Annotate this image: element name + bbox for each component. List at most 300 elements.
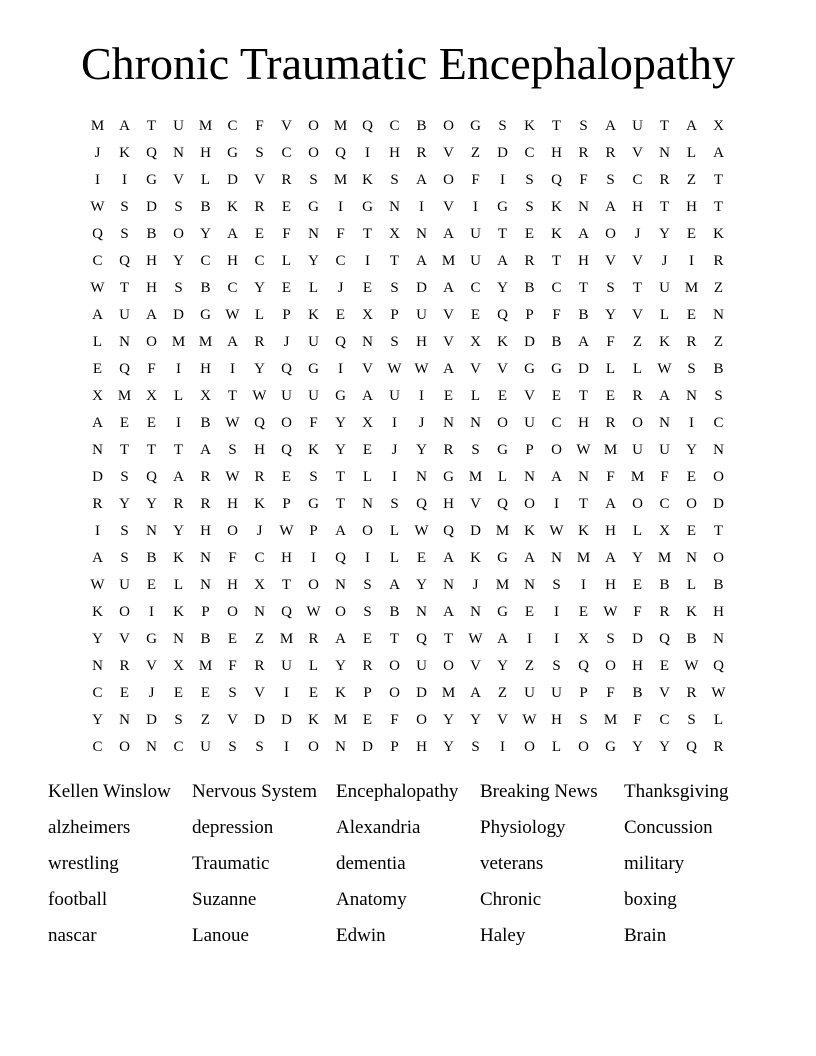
grid-letter: U (551, 685, 562, 701)
grid-letter: N (416, 469, 427, 485)
grid-letter: M (117, 388, 132, 404)
grid-letter: U (416, 307, 427, 323)
grid-letter: L (200, 172, 211, 188)
grid-letter: U (632, 442, 643, 458)
grid-letter: T (551, 253, 562, 269)
grid-letter: X (389, 226, 400, 242)
grid-letter: K (119, 145, 130, 161)
grid-letter: M (630, 469, 645, 485)
grid-letter: M (495, 523, 510, 539)
grid-letter: A (146, 307, 157, 323)
grid-letter: F (606, 469, 615, 485)
grid-letter: K (551, 226, 562, 242)
grid-letter: P (579, 685, 588, 701)
grid-letter: M (198, 334, 213, 350)
grid-letter: K (227, 199, 238, 215)
grid-letter: D (281, 712, 292, 728)
grid-letter: A (497, 631, 508, 647)
grid-letter: X (578, 631, 589, 647)
grid-letter: Y (659, 739, 670, 755)
grid-letter: U (119, 577, 130, 593)
grid-letter: E (524, 226, 535, 242)
grid-letter: Y (443, 739, 454, 755)
grid-letter: I (149, 604, 154, 620)
grid-letter: F (228, 550, 237, 566)
grid-letter: H (227, 577, 238, 593)
grid-letter: R (713, 253, 724, 269)
grid-letter: O (686, 496, 697, 512)
grid-letter: O (713, 550, 724, 566)
letter-grid (84, 113, 732, 761)
grid-letter: C (254, 253, 265, 269)
grid-letter: T (578, 280, 589, 296)
grid-letter: X (146, 388, 157, 404)
grid-letter: S (525, 199, 534, 215)
grid-letter: O (605, 226, 616, 242)
grid-letter: Q (497, 307, 508, 323)
grid-letter: O (389, 658, 400, 674)
grid-row (84, 113, 732, 140)
grid-letter: Y (92, 631, 103, 647)
grid-letter: N (146, 523, 157, 539)
grid-letter: B (686, 631, 697, 647)
grid-row (84, 734, 732, 761)
grid-letter: Q (281, 442, 292, 458)
grid-letter: C (470, 280, 481, 296)
grid-row (84, 626, 732, 653)
grid-letter: V (281, 118, 292, 134)
grid-letter: G (497, 550, 508, 566)
grid-letter: W (414, 523, 429, 539)
grid-letter: F (228, 658, 237, 674)
grid-letter: A (497, 253, 508, 269)
grid-letter: O (443, 118, 454, 134)
grid-letter: T (659, 199, 670, 215)
word-bank-item: military (624, 853, 685, 874)
grid-letter: T (578, 388, 589, 404)
grid-letter: E (578, 604, 589, 620)
grid-letter: O (524, 496, 535, 512)
grid-letter: L (632, 523, 643, 539)
grid-letter: H (200, 145, 211, 161)
word-bank-item: boxing (624, 889, 677, 910)
grid-letter: R (416, 145, 427, 161)
word-bank-item: Encephalopathy (336, 781, 459, 802)
grid-letter: I (392, 469, 397, 485)
grid-letter: G (497, 442, 508, 458)
grid-letter: E (281, 280, 292, 296)
grid-letter: D (173, 307, 184, 323)
grid-letter: C (659, 496, 670, 512)
grid-letter: H (281, 550, 292, 566)
grid-letter: K (308, 307, 319, 323)
word-bank-item: Concussion (624, 817, 713, 838)
grid-letter: E (632, 577, 643, 593)
grid-letter: Y (416, 442, 427, 458)
grid-letter: Q (551, 172, 562, 188)
grid-letter: X (200, 388, 211, 404)
grid-letter: O (227, 604, 238, 620)
grid-letter: P (390, 307, 399, 323)
grid-letter: Q (713, 658, 724, 674)
grid-letter: E (362, 442, 373, 458)
grid-letter: Q (335, 145, 346, 161)
grid-letter: F (606, 685, 615, 701)
grid-letter: A (659, 388, 670, 404)
grid-letter: V (470, 496, 481, 512)
grid-letter: Y (497, 658, 508, 674)
grid-letter: H (200, 361, 211, 377)
grid-letter: N (578, 199, 589, 215)
grid-letter: E (443, 388, 454, 404)
grid-letter: V (605, 253, 616, 269)
grid-letter: B (146, 226, 157, 242)
grid-letter: Q (578, 658, 589, 674)
grid-letter: L (686, 145, 697, 161)
grid-letter: H (227, 253, 238, 269)
grid-letter: K (659, 334, 670, 350)
grid-letter: P (282, 307, 291, 323)
grid-letter: Q (443, 523, 454, 539)
grid-letter: W (225, 469, 240, 485)
grid-letter: W (522, 712, 537, 728)
grid-letter: V (146, 658, 157, 674)
grid-letter: M (657, 550, 672, 566)
grid-letter: D (254, 712, 265, 728)
grid-letter: U (470, 226, 481, 242)
grid-letter: Z (713, 280, 724, 296)
grid-letter: R (92, 496, 103, 512)
grid-letter: G (551, 361, 562, 377)
grid-letter: N (335, 739, 346, 755)
grid-letter: I (689, 253, 694, 269)
grid-letter: S (363, 577, 372, 593)
grid-letter: O (308, 577, 319, 593)
grid-letter: W (225, 307, 240, 323)
grid-letter: Y (335, 658, 346, 674)
grid-letter: O (119, 739, 130, 755)
grid-letter: N (713, 442, 724, 458)
word-bank-item: Anatomy (336, 889, 407, 910)
grid-letter: L (389, 550, 400, 566)
grid-letter: H (686, 199, 697, 215)
grid-letter: U (200, 739, 211, 755)
grid-letter: A (443, 280, 454, 296)
grid-letter: B (200, 415, 211, 431)
grid-letter: N (362, 496, 373, 512)
grid-letter: L (254, 307, 265, 323)
grid-letter: D (92, 469, 103, 485)
grid-letter: E (497, 388, 508, 404)
grid-letter: C (173, 739, 184, 755)
grid-row (84, 221, 732, 248)
grid-letter: H (632, 199, 643, 215)
grid-letter: C (524, 145, 535, 161)
grid-letter: Q (92, 226, 103, 242)
grid-letter: U (308, 388, 319, 404)
grid-letter: H (443, 496, 454, 512)
grid-letter: A (416, 253, 427, 269)
grid-letter: K (308, 442, 319, 458)
grid-letter: R (686, 334, 697, 350)
grid-letter: E (281, 199, 292, 215)
word-bank-item: alzheimers (48, 817, 131, 838)
grid-letter: Y (173, 523, 184, 539)
grid-letter: I (500, 739, 505, 755)
grid-letter: W (684, 658, 699, 674)
grid-letter: Y (119, 496, 130, 512)
grid-letter: U (281, 658, 292, 674)
word-bank-row (48, 810, 788, 846)
grid-letter: E (254, 226, 265, 242)
grid-letter: S (309, 469, 318, 485)
grid-letter: S (471, 442, 480, 458)
grid-row (84, 194, 732, 221)
grid-letter: X (92, 388, 103, 404)
grid-letter: E (470, 307, 481, 323)
grid-letter: V (632, 253, 643, 269)
grid-letter: M (198, 118, 213, 134)
grid-row (84, 518, 732, 545)
grid-letter: T (497, 226, 508, 242)
grid-letter: Q (119, 253, 130, 269)
grid-letter: M (198, 658, 213, 674)
grid-letter: R (200, 496, 211, 512)
grid-letter: E (281, 469, 292, 485)
grid-letter: N (200, 550, 211, 566)
grid-letter: C (713, 415, 724, 431)
grid-letter: F (633, 604, 642, 620)
grid-letter: I (284, 739, 289, 755)
grid-letter: L (389, 523, 400, 539)
grid-letter: Q (254, 415, 265, 431)
grid-letter: T (119, 442, 130, 458)
grid-letter: T (578, 496, 589, 512)
grid-letter: V (362, 361, 373, 377)
grid-letter: L (632, 361, 643, 377)
grid-letter: F (255, 118, 264, 134)
grid-letter: M (603, 712, 618, 728)
grid-letter: S (120, 199, 129, 215)
grid-letter: A (605, 199, 616, 215)
grid-letter: P (363, 685, 372, 701)
grid-letter: T (632, 280, 643, 296)
grid-letter: S (228, 685, 237, 701)
word-bank-row (48, 846, 788, 882)
grid-letter: C (92, 739, 103, 755)
grid-letter: S (687, 361, 696, 377)
grid-letter: D (146, 712, 157, 728)
grid-letter: E (119, 685, 130, 701)
grid-letter: U (659, 280, 670, 296)
grid-letter: H (146, 253, 157, 269)
grid-letter: I (176, 361, 181, 377)
grid-letter: N (578, 469, 589, 485)
grid-letter: Y (605, 307, 616, 323)
word-bank-item: Nervous System (192, 781, 318, 802)
grid-letter: Q (335, 334, 346, 350)
grid-letter: G (335, 388, 346, 404)
grid-letter: H (551, 712, 562, 728)
grid-letter: S (687, 712, 696, 728)
grid-letter: B (713, 361, 724, 377)
grid-letter: N (254, 604, 265, 620)
grid-letter: Y (254, 280, 265, 296)
word-bank-row (48, 918, 788, 954)
grid-letter: C (389, 118, 400, 134)
grid-letter: H (632, 658, 643, 674)
grid-letter: C (551, 280, 562, 296)
grid-letter: I (365, 145, 370, 161)
grid-letter: K (524, 118, 535, 134)
grid-letter: T (281, 577, 292, 593)
grid-letter: E (416, 550, 427, 566)
grid-letter: N (686, 550, 697, 566)
grid-row (84, 329, 732, 356)
word-bank-item: veterans (480, 853, 544, 874)
grid-letter: J (283, 334, 290, 350)
grid-letter: N (713, 631, 724, 647)
grid-letter: U (524, 415, 535, 431)
grid-letter: A (200, 442, 211, 458)
grid-letter: N (524, 577, 535, 593)
grid-letter: F (660, 469, 669, 485)
grid-letter: E (686, 523, 697, 539)
grid-letter: R (605, 415, 616, 431)
grid-letter: W (711, 685, 726, 701)
grid-letter: C (335, 253, 346, 269)
word-bank-item: Breaking News (480, 781, 598, 802)
grid-letter: R (173, 496, 184, 512)
grid-letter: S (120, 469, 129, 485)
grid-letter: Q (686, 739, 697, 755)
grid-row (84, 680, 732, 707)
grid-letter: V (497, 361, 508, 377)
grid-letter: N (146, 739, 157, 755)
grid-letter: I (122, 172, 127, 188)
grid-letter: S (255, 145, 264, 161)
word-bank-item: Haley (480, 925, 526, 946)
grid-letter: L (308, 658, 319, 674)
grid-letter: R (524, 253, 535, 269)
grid-letter: W (306, 604, 321, 620)
grid-letter: A (443, 604, 454, 620)
grid-letter: Q (281, 361, 292, 377)
grid-letter: L (308, 280, 319, 296)
grid-row (84, 383, 732, 410)
grid-letter: W (549, 523, 564, 539)
grid-letter: H (389, 145, 400, 161)
grid-letter: R (659, 604, 670, 620)
grid-letter: C (632, 172, 643, 188)
grid-letter: A (335, 631, 346, 647)
grid-letter: Y (308, 253, 319, 269)
grid-letter: L (173, 388, 184, 404)
grid-letter: R (308, 631, 319, 647)
word-bank (48, 774, 788, 954)
grid-letter: N (713, 307, 724, 323)
grid-letter: J (391, 442, 398, 458)
grid-letter: Q (146, 145, 157, 161)
grid-letter: P (525, 442, 534, 458)
grid-letter: E (227, 631, 238, 647)
grid-letter: I (311, 550, 316, 566)
grid-letter: G (497, 199, 508, 215)
grid-letter: K (713, 226, 724, 242)
grid-letter: T (362, 226, 373, 242)
grid-letter: N (119, 712, 130, 728)
grid-letter: A (551, 469, 562, 485)
grid-letter: S (579, 712, 588, 728)
grid-letter: X (173, 658, 184, 674)
grid-letter: A (605, 496, 616, 512)
grid-letter: S (390, 496, 399, 512)
grid-letter: D (713, 496, 724, 512)
grid-letter: N (524, 469, 535, 485)
grid-letter: B (389, 604, 400, 620)
grid-letter: A (362, 388, 373, 404)
grid-letter: G (605, 739, 616, 755)
grid-letter: G (146, 631, 157, 647)
grid-letter: W (468, 631, 483, 647)
grid-letter: D (632, 631, 643, 647)
grid-letter: W (90, 577, 105, 593)
grid-letter: H (200, 523, 211, 539)
grid-letter: W (279, 523, 294, 539)
grid-letter: F (390, 712, 399, 728)
grid-letter: S (471, 739, 480, 755)
grid-letter: Y (173, 253, 184, 269)
grid-letter: S (498, 118, 507, 134)
grid-letter: M (279, 631, 294, 647)
grid-letter: C (281, 145, 292, 161)
grid-letter: T (389, 253, 400, 269)
grid-letter: S (552, 658, 561, 674)
grid-letter: G (146, 172, 157, 188)
grid-letter: N (308, 226, 319, 242)
grid-letter: O (443, 658, 454, 674)
word-bank-item: Physiology (480, 817, 566, 838)
grid-letter: D (470, 523, 481, 539)
grid-letter: D (227, 172, 238, 188)
grid-letter: O (605, 658, 616, 674)
grid-letter: R (605, 145, 616, 161)
grid-letter: I (581, 577, 586, 593)
grid-letter: A (470, 685, 481, 701)
grid-letter: G (497, 604, 508, 620)
grid-letter: W (90, 280, 105, 296)
grid-row (84, 653, 732, 680)
grid-letter: K (578, 523, 589, 539)
grid-letter: T (443, 631, 454, 647)
grid-letter: R (632, 388, 643, 404)
grid-letter: D (362, 739, 373, 755)
grid-letter: F (336, 226, 345, 242)
grid-row (84, 275, 732, 302)
word-bank-item: nascar (48, 925, 97, 946)
word-bank-item: Thanksgiving (624, 781, 729, 802)
grid-letter: A (443, 361, 454, 377)
grid-letter: S (309, 172, 318, 188)
grid-letter: R (200, 469, 211, 485)
grid-letter: E (659, 658, 670, 674)
grid-letter: N (200, 577, 211, 593)
grid-letter: E (146, 415, 157, 431)
word-bank-item: depression (192, 817, 274, 838)
grid-letter: N (551, 550, 562, 566)
grid-letter: O (335, 604, 346, 620)
grid-letter: N (362, 334, 373, 350)
